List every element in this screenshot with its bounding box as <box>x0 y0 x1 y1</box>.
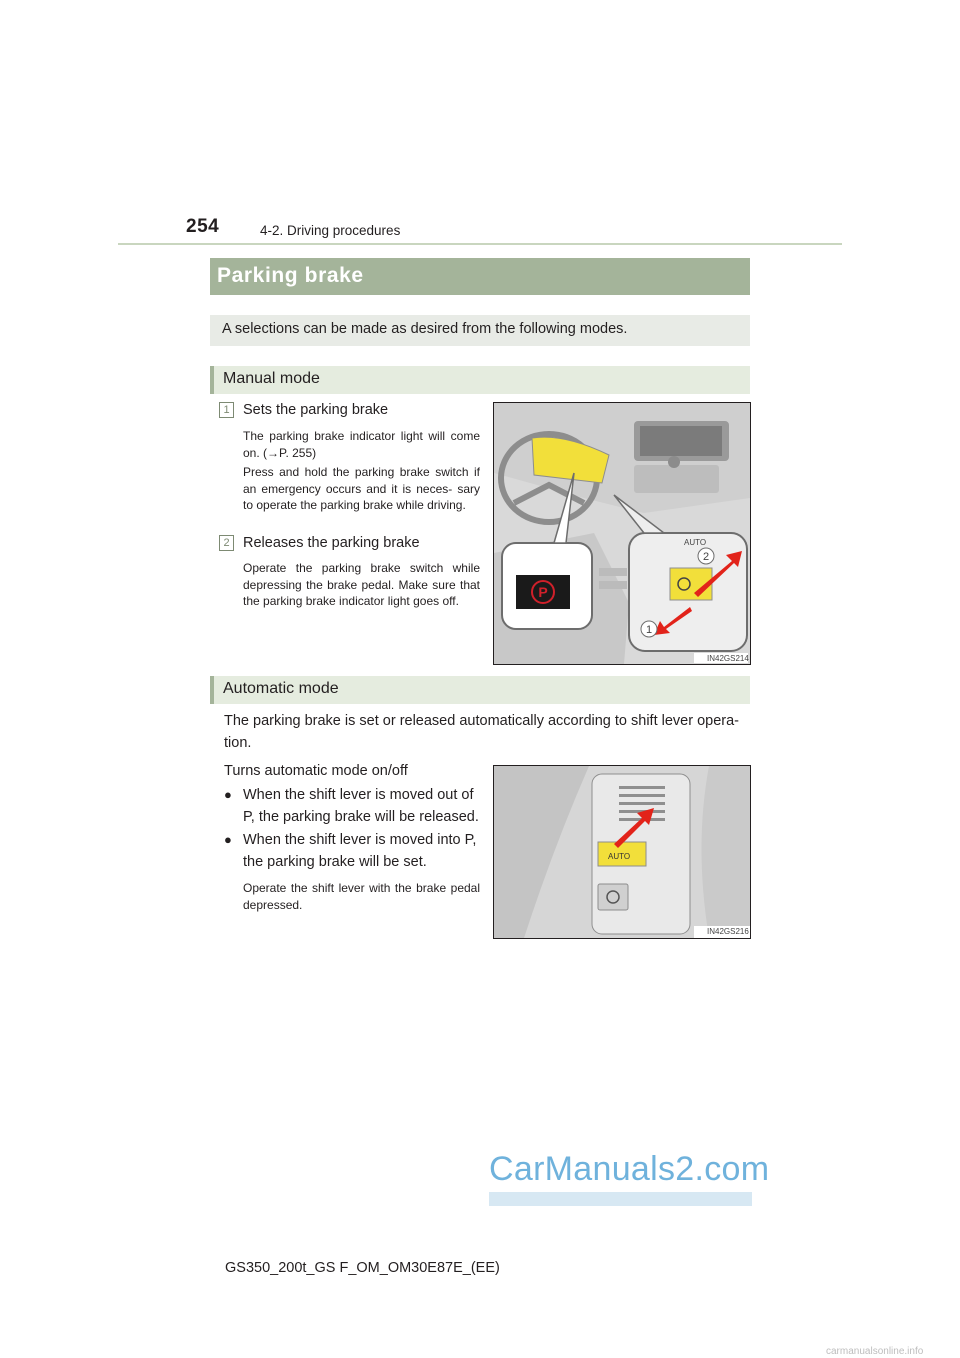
bullet-item-2 <box>224 829 481 873</box>
parking-brake-figure <box>493 402 751 665</box>
step-2-title: Releases the parking brake <box>243 535 420 551</box>
bullet-icon: ● <box>224 787 232 802</box>
auto-label-fig2: AUTO <box>608 852 631 861</box>
automatic-mode-lead: Turns automatic mode on/off <box>224 763 408 779</box>
bullet-item-1 <box>224 784 481 828</box>
manual-mode-heading-bar <box>210 366 750 394</box>
step-2-note: Operate the parking brake switch while depressing the brake pedal. Make sure that the parking brake indicator light goes off. <box>243 561 480 608</box>
page-title: Parking brake <box>217 264 364 287</box>
figure-code-2: IN42GS216 <box>707 927 749 936</box>
step-number-1: 1 <box>219 402 234 418</box>
step-1-note-1: The parking brake indicator light will come on. (→P. 255) <box>243 429 480 460</box>
svg-text:P: P <box>538 584 548 600</box>
bullet-1-text: When the shift lever is moved out of P, the parking brake will be released. <box>243 787 479 825</box>
header-rule <box>118 243 842 245</box>
watermark-bar <box>489 1192 752 1206</box>
figure-callout-2: 2 <box>702 551 710 563</box>
step-1-title: Sets the parking brake <box>243 402 389 418</box>
intro-box <box>210 315 750 346</box>
section-title: 4-2. Driving procedures <box>260 223 401 238</box>
step-1-note-2: Press and hold the parking brake switch if an emergency occurs and it is neces- sary to operate the parking brake while driving. <box>243 465 480 512</box>
page-number: 254 <box>186 216 220 237</box>
automatic-mode-heading-bar <box>210 676 750 704</box>
auto-switch-illustration <box>494 766 750 938</box>
dashboard-illustration <box>494 403 750 664</box>
footer-code: GS350_200t_GS F_OM_OM30E87E_(EE) <box>225 1260 500 1276</box>
auto-label-fig1: AUTO <box>684 538 707 547</box>
manual-mode-heading: Manual mode <box>223 370 320 387</box>
automatic-mode-note: Operate the shift lever with the brake pedal depressed. <box>243 881 480 912</box>
intro-text: A selections can be made as desired from the following modes. <box>222 321 628 337</box>
figure-callout-1: 1 <box>645 624 653 636</box>
step-number-2: 2 <box>219 535 234 551</box>
bullet-icon: ● <box>224 832 232 847</box>
watermark-logo[interactable]: CarManuals2.com <box>489 1150 770 1188</box>
auto-switch-figure <box>493 765 751 939</box>
page-title-bar <box>210 258 750 295</box>
figure-code-1: IN42GS214 <box>707 654 749 663</box>
automatic-mode-heading: Automatic mode <box>223 680 339 697</box>
automatic-mode-description: The parking brake is set or released automatically according to shift lever opera- tion. <box>224 713 740 751</box>
watermark-small: carmanualsonline.info <box>826 1346 924 1357</box>
bullet-2-text: When the shift lever is moved into P, the parking brake will be set. <box>243 832 477 870</box>
